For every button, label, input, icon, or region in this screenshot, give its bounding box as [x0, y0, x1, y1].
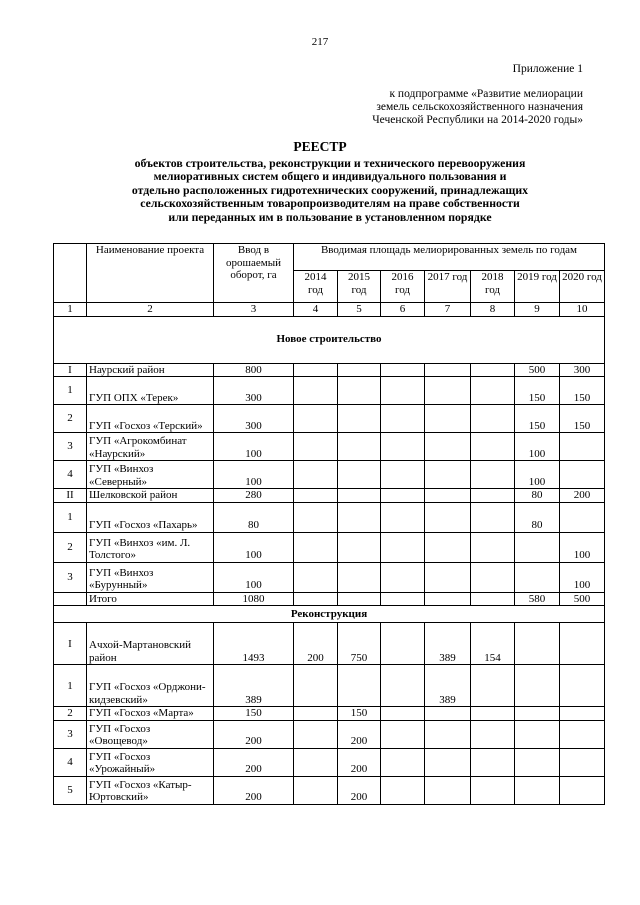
row-year-value: 150: [515, 405, 560, 433]
district-row: [54, 489, 605, 503]
row-year-value: 200: [560, 489, 605, 503]
header-row: [54, 244, 605, 271]
row-year-value: [425, 377, 471, 405]
row-name: ГУП «Госхоз «Терский»: [87, 405, 214, 433]
header-num-cell: [54, 244, 87, 303]
row-year-value: 200: [338, 748, 381, 776]
row-year-value: [294, 363, 338, 377]
row-year-value: [560, 720, 605, 748]
appendix-label: Приложение 1: [512, 63, 583, 75]
row-year-value: [425, 405, 471, 433]
row-total: 280: [214, 489, 294, 503]
row-year-value: [471, 665, 515, 707]
row-year-value: [294, 562, 338, 592]
header-name: Наименование проекта: [87, 244, 214, 303]
row-name: Наурский район: [87, 363, 214, 377]
district-row: [54, 623, 605, 665]
row-year-value: 200: [338, 776, 381, 804]
section-row: [54, 606, 605, 623]
registry-body: [54, 303, 605, 805]
row-year-value: [381, 489, 425, 503]
row-total: 200: [214, 776, 294, 804]
table-row: [54, 461, 605, 489]
row-year-value: [515, 707, 560, 721]
row-number: 3: [54, 433, 87, 461]
table-row: [54, 720, 605, 748]
column-number: 6: [381, 303, 425, 317]
subtitle-line: объектов строительства, реконструкции и технического перевооружения: [134, 156, 526, 170]
header-area: Вводимая площадь мелиорированных земель по годам: [294, 244, 605, 271]
row-total: 200: [214, 748, 294, 776]
row-year-value: [338, 377, 381, 405]
header-year: 2014 год: [294, 271, 338, 303]
row-year-value: [294, 532, 338, 562]
row-year-value: [560, 665, 605, 707]
row-year-value: 500: [560, 592, 605, 606]
section-title: Реконструкция: [54, 606, 605, 623]
row-year-value: [381, 720, 425, 748]
row-year-value: [294, 720, 338, 748]
row-year-value: [381, 377, 425, 405]
row-year-value: [381, 748, 425, 776]
row-year-value: [425, 489, 471, 503]
row-number: 4: [54, 461, 87, 489]
row-year-value: [294, 502, 338, 532]
row-year-value: [425, 433, 471, 461]
row-year-value: [381, 707, 425, 721]
row-number: [54, 592, 87, 606]
row-year-value: 100: [560, 532, 605, 562]
row-name: Итого: [87, 592, 214, 606]
page-number: 217: [311, 36, 329, 48]
row-year-value: [515, 532, 560, 562]
row-year-value: [294, 748, 338, 776]
row-year-value: [471, 720, 515, 748]
row-year-value: [338, 502, 381, 532]
row-name: ГУП ОПХ «Терек»: [87, 377, 214, 405]
table-row: [54, 748, 605, 776]
row-year-value: [471, 377, 515, 405]
row-total: 389: [214, 665, 294, 707]
row-year-value: [471, 592, 515, 606]
row-year-value: [560, 461, 605, 489]
column-number: 8: [471, 303, 515, 317]
row-year-value: [471, 707, 515, 721]
row-year-value: [425, 748, 471, 776]
row-year-value: [471, 776, 515, 804]
row-year-value: [338, 532, 381, 562]
row-year-value: 154: [471, 623, 515, 665]
row-name: Шелковской район: [87, 489, 214, 503]
row-name: ГУП «Госхоз «Пахарь»: [87, 502, 214, 532]
row-year-value: [381, 502, 425, 532]
row-year-value: [560, 707, 605, 721]
row-year-value: [425, 461, 471, 489]
row-name: ГУП «Госхоз «Овощевод»: [87, 720, 214, 748]
header-year: 2019 год: [515, 271, 560, 303]
row-year-value: [425, 562, 471, 592]
row-number: 3: [54, 562, 87, 592]
row-year-value: [471, 461, 515, 489]
table-row: [54, 707, 605, 721]
row-year-value: 580: [515, 592, 560, 606]
row-number: II: [54, 489, 87, 503]
column-number: 9: [515, 303, 560, 317]
row-year-value: [381, 623, 425, 665]
row-number: I: [54, 363, 87, 377]
row-year-value: 150: [560, 405, 605, 433]
row-year-value: [381, 532, 425, 562]
header-year: 2015 год: [338, 271, 381, 303]
row-year-value: [294, 433, 338, 461]
section-title: Новое строительство: [54, 316, 605, 363]
row-year-value: [338, 665, 381, 707]
row-year-value: [338, 405, 381, 433]
row-year-value: [515, 665, 560, 707]
row-year-value: [294, 377, 338, 405]
row-name: ГУП «Госхоз «Катыр-Юртовский»: [87, 776, 214, 804]
header-year: 2017 год: [425, 271, 471, 303]
column-number: 1: [54, 303, 87, 317]
table-row: [54, 665, 605, 707]
row-year-value: [294, 461, 338, 489]
header-year: 2018 год: [471, 271, 515, 303]
row-total: 150: [214, 707, 294, 721]
table-row: [54, 562, 605, 592]
total-row: [54, 592, 605, 606]
row-total: 300: [214, 377, 294, 405]
row-year-value: [338, 592, 381, 606]
row-year-value: [338, 489, 381, 503]
row-year-value: [515, 776, 560, 804]
subtitle-line: мелиоративных систем общего и индивидуального пользования и: [153, 169, 507, 184]
header-year: 2020 год: [560, 271, 605, 303]
row-number: 3: [54, 720, 87, 748]
column-number: 10: [560, 303, 605, 317]
row-total: 1493: [214, 623, 294, 665]
row-name: ГУП «Винхоз «им. Л. Толстого»: [87, 532, 214, 562]
row-total: 80: [214, 502, 294, 532]
appendix-block: [372, 63, 583, 127]
row-number: 5: [54, 776, 87, 804]
appendix-line: к подпрограмме «Развитие мелиорации: [389, 88, 583, 100]
row-total: 100: [214, 532, 294, 562]
row-year-value: [515, 562, 560, 592]
row-total: 800: [214, 363, 294, 377]
column-number: 4: [294, 303, 338, 317]
row-total: 200: [214, 720, 294, 748]
row-number: 1: [54, 377, 87, 405]
section-row: [54, 316, 605, 363]
row-year-value: [381, 665, 425, 707]
row-total: 1080: [214, 592, 294, 606]
row-year-value: [515, 720, 560, 748]
row-name: ГУП «Госхоз «Орджони-кидзевский»: [87, 665, 214, 707]
row-year-value: [471, 502, 515, 532]
row-year-value: 500: [515, 363, 560, 377]
column-number: 7: [425, 303, 471, 317]
row-year-value: [338, 562, 381, 592]
row-year-value: [294, 776, 338, 804]
row-year-value: 100: [515, 433, 560, 461]
row-year-value: [425, 592, 471, 606]
district-row: [54, 363, 605, 377]
row-number: 2: [54, 532, 87, 562]
row-year-value: [515, 623, 560, 665]
row-name: ГУП «Винхоз «Бурунный»: [87, 562, 214, 592]
row-year-value: [560, 748, 605, 776]
row-year-value: [338, 461, 381, 489]
row-year-value: [425, 707, 471, 721]
row-year-value: [294, 405, 338, 433]
appendix-line: земель сельскохозяйственного назначения: [376, 101, 583, 113]
row-year-value: [471, 405, 515, 433]
row-total: 100: [214, 433, 294, 461]
row-year-value: [294, 665, 338, 707]
row-year-value: 150: [338, 707, 381, 721]
row-year-value: 100: [560, 562, 605, 592]
subtitle-line: сельскохозяйственным товаропроизводителям на праве собственности: [140, 196, 520, 211]
row-year-value: 389: [425, 623, 471, 665]
table-row: [54, 776, 605, 804]
document-title: РЕЕСТР: [293, 139, 347, 154]
table-row: [54, 433, 605, 461]
row-number: 1: [54, 502, 87, 532]
header-year: 2016 год: [381, 271, 425, 303]
row-number: 2: [54, 405, 87, 433]
row-number: 4: [54, 748, 87, 776]
row-year-value: 200: [294, 623, 338, 665]
table-row: [54, 532, 605, 562]
row-year-value: [560, 433, 605, 461]
column-number-row: [54, 303, 605, 317]
row-year-value: [471, 532, 515, 562]
row-number: I: [54, 623, 87, 665]
row-year-value: 750: [338, 623, 381, 665]
row-year-value: [560, 502, 605, 532]
column-number: 2: [87, 303, 214, 317]
row-year-value: [471, 489, 515, 503]
table-row: [54, 377, 605, 405]
row-year-value: [381, 776, 425, 804]
row-year-value: [471, 363, 515, 377]
row-year-value: [294, 489, 338, 503]
header-intro: Ввод в орошаемый оборот, га: [214, 244, 294, 303]
row-name: ГУП «Винхоз «Северный»: [87, 461, 214, 489]
row-year-value: 150: [560, 377, 605, 405]
row-name: ГУП «Агрокомбинат «Наурский»: [87, 433, 214, 461]
row-year-value: [381, 562, 425, 592]
row-year-value: 100: [515, 461, 560, 489]
row-year-value: 300: [560, 363, 605, 377]
row-year-value: [425, 363, 471, 377]
subtitle-line: или переданных им в пользование в установленном порядке: [168, 209, 492, 224]
row-year-value: 389: [425, 665, 471, 707]
row-year-value: [560, 776, 605, 804]
row-total: 300: [214, 405, 294, 433]
row-year-value: 200: [338, 720, 381, 748]
row-year-value: [338, 433, 381, 461]
row-year-value: [471, 748, 515, 776]
row-name: Ачхой-Мартановский район: [87, 623, 214, 665]
row-year-value: [381, 405, 425, 433]
row-year-value: [425, 532, 471, 562]
row-year-value: [471, 562, 515, 592]
subtitle-line: отдельно расположенных гидротехнических сооружений, принадлежащих: [131, 182, 529, 197]
document-subtitle: [70, 157, 590, 224]
row-year-value: [425, 502, 471, 532]
row-year-value: [381, 461, 425, 489]
row-year-value: [381, 592, 425, 606]
row-year-value: 80: [515, 489, 560, 503]
row-name: ГУП «Госхоз «Марта»: [87, 707, 214, 721]
column-number: 3: [214, 303, 294, 317]
row-year-value: [425, 776, 471, 804]
row-number: 1: [54, 665, 87, 707]
table-row: [54, 502, 605, 532]
row-year-value: [560, 623, 605, 665]
row-year-value: [515, 748, 560, 776]
row-year-value: 80: [515, 502, 560, 532]
row-year-value: [338, 363, 381, 377]
appendix-line: Чеченской Республики на 2014-2020 годы»: [372, 114, 583, 126]
row-year-value: [294, 707, 338, 721]
row-year-value: 150: [515, 377, 560, 405]
row-name: ГУП «Госхоз «Урожайный»: [87, 748, 214, 776]
row-total: 100: [214, 562, 294, 592]
registry-table: [53, 243, 605, 805]
row-year-value: [425, 720, 471, 748]
table-row: [54, 405, 605, 433]
row-total: 100: [214, 461, 294, 489]
row-number: 2: [54, 707, 87, 721]
column-number: 5: [338, 303, 381, 317]
row-year-value: [294, 592, 338, 606]
row-year-value: [381, 363, 425, 377]
row-year-value: [471, 433, 515, 461]
row-year-value: [381, 433, 425, 461]
